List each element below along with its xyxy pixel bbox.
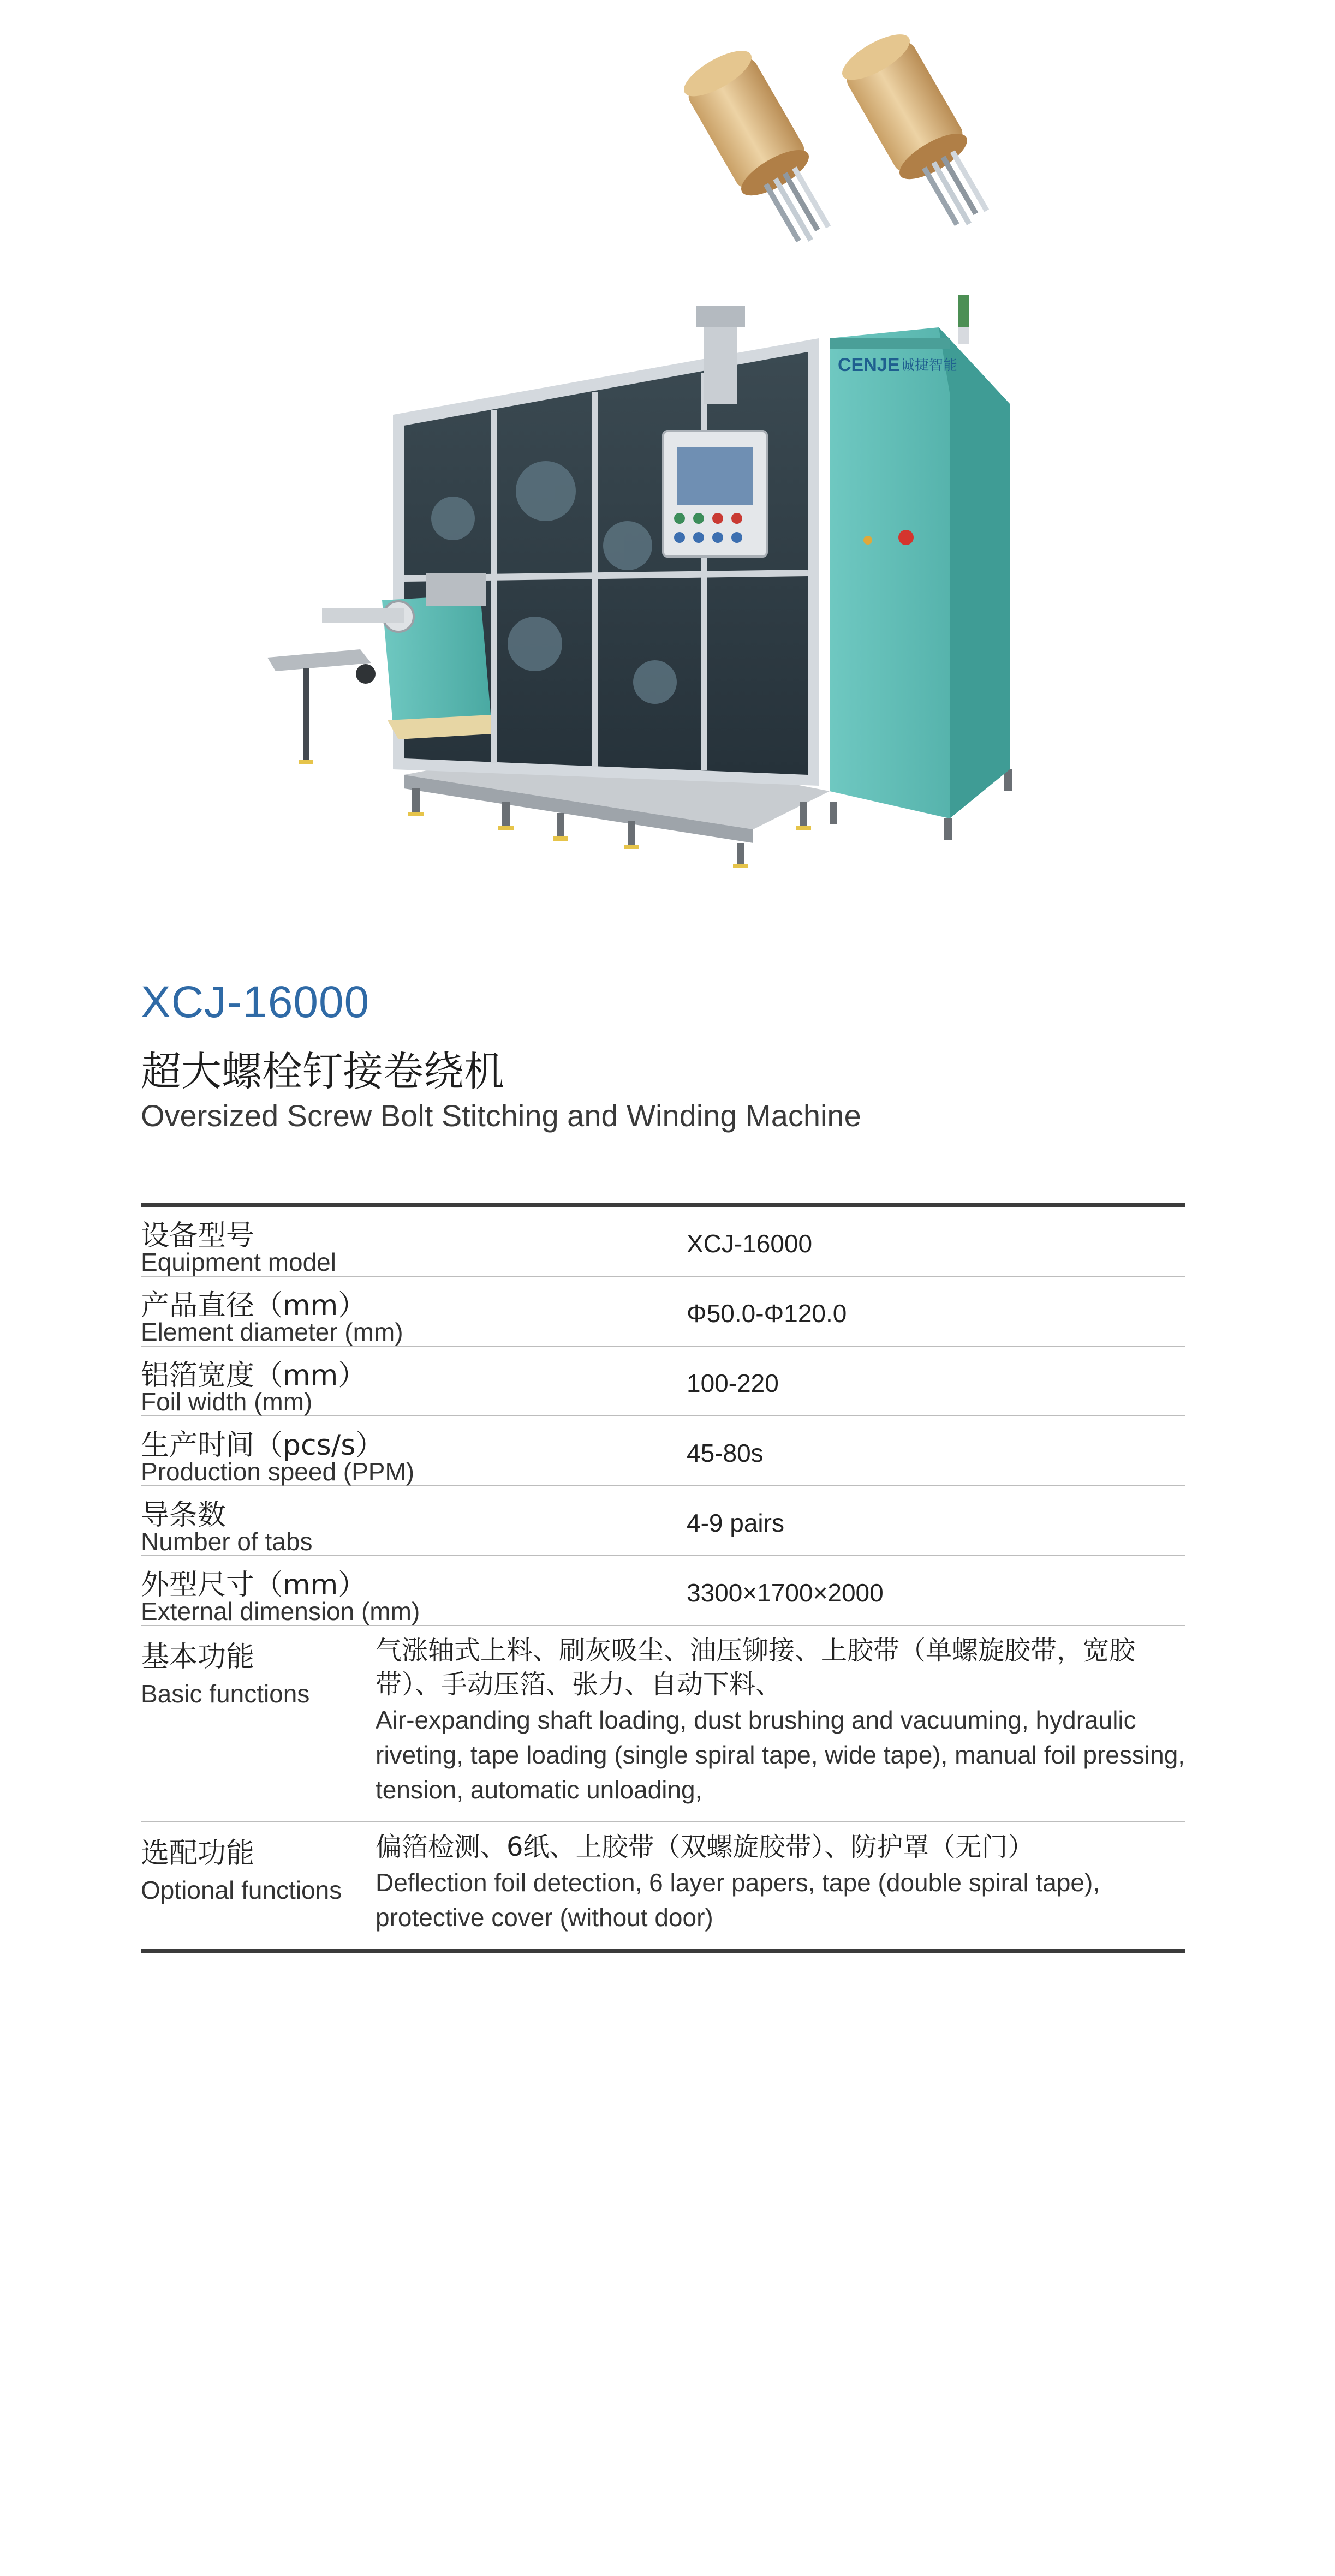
spec-content	[376, 1830, 1185, 1935]
spec-row-dimension	[141, 1556, 1185, 1626]
spec-row-model	[141, 1207, 1185, 1277]
spec-value: 100-220	[687, 1369, 779, 1397]
spec-label-en: Number of tabs	[141, 1527, 313, 1556]
spec-label-en: External dimension (mm)	[141, 1597, 420, 1625]
capacitor-sample-right	[836, 26, 1004, 242]
model-title: XCJ-16000	[141, 977, 370, 1027]
spec-content	[376, 1634, 1185, 1807]
spec-row-foil-width	[141, 1347, 1185, 1416]
spec-value: 4-9 pairs	[687, 1509, 784, 1537]
spec-value: XCJ-16000	[687, 1229, 813, 1258]
product-name-en: Oversized Screw Bolt Stitching and Winding Machine	[141, 1098, 861, 1133]
capacitor-sample-left	[677, 42, 846, 258]
spec-label-en: Basic functions	[141, 1680, 310, 1708]
spec-row-tabs	[141, 1486, 1185, 1556]
basic-functions-cn: 气涨轴式上料、刷灰吸尘、油压铆接、上胶带（单螺旋胶带，宽胶带）、手动压箔、张力、自动下料、	[376, 1635, 1136, 1700]
spec-label-cn: 生产时间（pcs/s）	[141, 1429, 384, 1462]
spec-label-en: Equipment model	[141, 1248, 336, 1276]
spec-row-optional-functions	[141, 1822, 1185, 1949]
spec-table	[141, 1203, 1185, 1953]
spec-row-diameter	[141, 1277, 1185, 1347]
spec-label-en: Optional functions	[141, 1876, 342, 1904]
spec-label-cn: 产品直径（mm）	[141, 1289, 367, 1322]
optional-functions-cn: 偏箔检测、6纸、上胶带（双螺旋胶带）、防护罩（无门）	[376, 1832, 1034, 1862]
spec-label-cn: 铝箔宽度（mm）	[141, 1359, 367, 1392]
table-bottom-rule	[141, 1949, 1185, 1953]
spec-label-en: Production speed (PPM)	[141, 1457, 415, 1486]
winding-machine	[267, 295, 1012, 868]
spec-label-cn: 设备型号	[141, 1220, 255, 1252]
spec-label-cn: 选配功能	[141, 1837, 255, 1870]
spec-labels	[141, 1830, 370, 1905]
brand-logo-cn: 诚捷智能	[901, 357, 958, 374]
spec-label-en: Foil width (mm)	[141, 1388, 313, 1416]
spec-value: 3300×1700×2000	[687, 1579, 884, 1607]
spec-value: 45-80s	[687, 1439, 764, 1467]
spec-label-cn: 基本功能	[141, 1641, 255, 1673]
machine-illustration	[0, 0, 1335, 900]
brand-logo: CENJE	[838, 355, 900, 375]
spec-labels	[141, 1634, 370, 1708]
spec-value: Φ50.0-Φ120.0	[687, 1299, 847, 1328]
product-name-cn: 超大螺栓钉接卷绕机	[141, 1048, 504, 1095]
product-illustration	[0, 0, 1335, 900]
spec-label-en: Element diameter (mm)	[141, 1318, 403, 1346]
basic-functions-en: Air-expanding shaft loading, dust brushing and vacuuming, hydraulic riveting, tape loading (single spiral tape, wide tape), manual foil pressing, tension, automatic unloading,	[376, 1706, 1185, 1804]
spec-label-cn: 外型尺寸（mm）	[141, 1569, 367, 1601]
table-top-rule	[141, 1203, 1185, 1207]
optional-functions-en: Deflection foil detection, 6 layer papers, tape (double spiral tape), protective cover (without door)	[376, 1868, 1100, 1932]
spec-label-cn: 导条数	[141, 1499, 227, 1532]
spec-row-speed	[141, 1416, 1185, 1486]
spec-row-basic-functions	[141, 1626, 1185, 1822]
